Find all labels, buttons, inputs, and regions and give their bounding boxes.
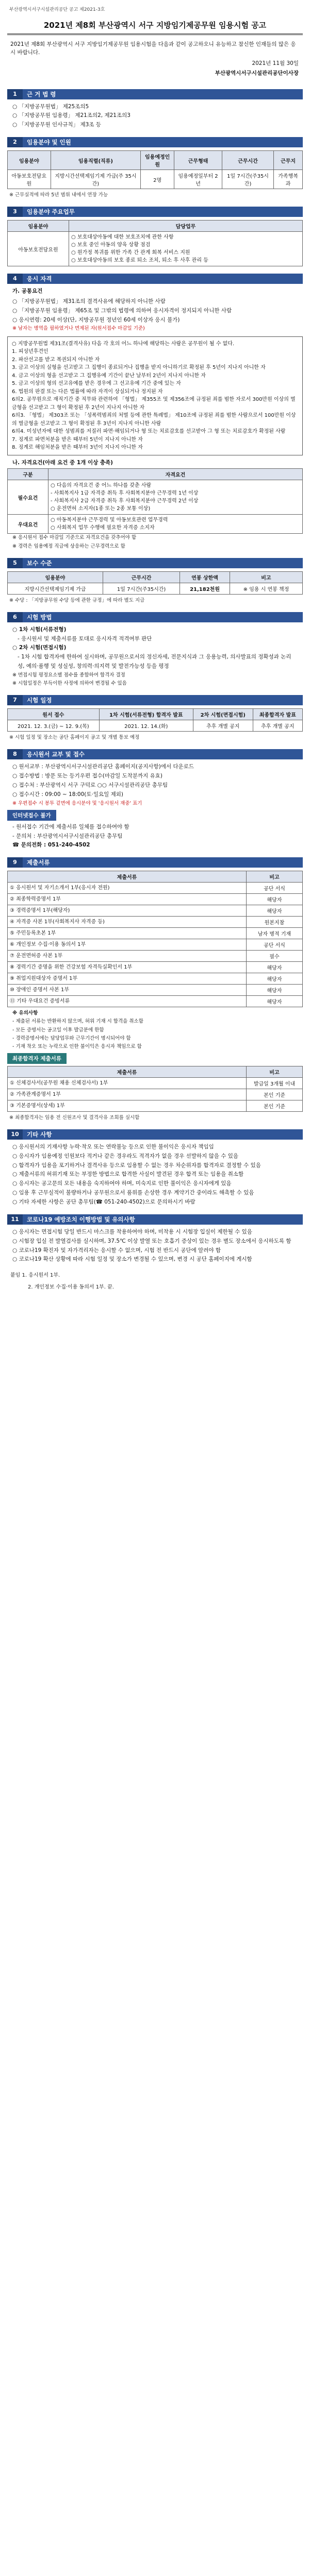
list-item: - 문의처 : 부산광역시서구시설관리공단 총무팀 xyxy=(12,833,123,839)
table-cell: 가족행복과 xyxy=(274,170,303,189)
section-number: 5 xyxy=(7,558,23,568)
list-item: ○ 「지방공무원 인사규칙」 제3조 등 xyxy=(12,122,101,128)
table-cell: ⑧ 경력기간 증명을 위한 건강보험 자격득실확인서 1부 xyxy=(8,962,247,973)
section-title: 시험 일정 xyxy=(23,695,303,705)
list-item: ○ 제출서류의 허위기재 또는 부정한 방법으로 합격한 사실이 발견된 경우 합격 또는 임용을 취소함 xyxy=(12,1171,244,1178)
duties-cell xyxy=(69,232,303,266)
table-header-row xyxy=(8,1066,303,1077)
table-row xyxy=(8,1100,303,1111)
column-header: 원서 접수 xyxy=(8,709,100,720)
box-line: 5. 금고 이상의 형의 선고유예를 받은 경우에 그 선고유예 기간 중에 있는 자 xyxy=(12,381,181,387)
table-cell: 해당자 xyxy=(247,905,303,917)
table-cell: 임용예정일부터 2년 xyxy=(174,170,222,189)
other-info xyxy=(7,1143,303,1207)
column-header: 임용분야 xyxy=(8,571,103,583)
table-cell: ② 가족관계증명서 1부 xyxy=(8,1089,247,1100)
box-line: 8. 징계로 해임처분을 받은 때부터 3년이 지나지 아니한 자 xyxy=(12,445,143,451)
table-cell: 원본지참 xyxy=(247,917,303,928)
table-header-row xyxy=(8,871,303,883)
schedule-table xyxy=(7,708,303,732)
table-header-row xyxy=(8,151,303,170)
box-line: 6. 법원의 판결 또는 다른 법률에 따라 자격이 상실되거나 정지된 자 xyxy=(12,388,163,395)
table-cell: ① 신체검사서(공무원 채용 신체검사서) 1부 xyxy=(8,1077,247,1089)
documents-notes xyxy=(7,1009,303,1051)
final-docs-tag: 최종합격자 제출서류 xyxy=(7,1053,67,1064)
table-cell: ○ 다음의 자격요건 중 어느 하나를 갖춘 사람 - 사회복지사 1급 자격증 취득 후 사회복지분야 근무경력 1년 이상 - 사회복지사 2급 자격증 취득 후 사회복지분야 근무경력 2년 이상 ○ 운전면허 소지자(1종 또는 2종 보통 이상) xyxy=(48,480,303,515)
box-line: 3. 금고 이상의 실형을 선고받고 그 집행이 종료되거나 집행을 받지 아니하기로 확정된 후 5년이 지나지 아니한 자 xyxy=(12,365,266,371)
table-cell: 2021. 12. 14.(화) xyxy=(99,720,193,732)
section-title: 보수 수준 xyxy=(23,558,303,568)
list-note: ※ 우편접수 시 봉투 겉면에 응시분야 및 '응시원서 재중' 표기 xyxy=(12,800,142,806)
table-header-row xyxy=(8,221,303,232)
list-note: ※ 시험일정은 부득이한 사정에 의하여 변경될 수 있음 xyxy=(12,681,127,687)
section-number: 1 xyxy=(7,89,23,99)
application-info xyxy=(7,762,303,808)
table-cell: ⑪ 기타 우대요건 증빙서류 xyxy=(8,996,247,1007)
final-documents-table xyxy=(7,1066,303,1112)
contact-phone: ☎ 문의전화 : 051-240-4502 xyxy=(12,842,90,849)
duties-table xyxy=(7,220,303,266)
list-item: ○ 합격자가 임용을 포기하거나 결격사유 등으로 임용할 수 없는 경우 차순위자를 합격자로 결정할 수 있음 xyxy=(12,1162,261,1168)
column-header: 제출서류 xyxy=(8,871,247,883)
list-item: ○ 접수처 : 부산광역시 서구 구덕로 ○○ 서구시설관리공단 총무팀 xyxy=(12,782,168,788)
list-item: ○ 응시자가 임용예정 인원보다 적거나 같은 경우라도 적격자가 없을 경우 선발하지 않을 수 있음 xyxy=(12,1153,238,1159)
table-cell: 필수 xyxy=(247,951,303,962)
table-cell: 해당자 xyxy=(247,962,303,973)
table-row xyxy=(8,720,303,732)
notes-title: ※ 유의사항 xyxy=(12,1010,38,1016)
section-title: 임용분야 주요업무 xyxy=(23,207,303,217)
qualification-section xyxy=(7,459,303,468)
column-header: 비고 xyxy=(230,571,302,583)
table-row xyxy=(8,985,303,996)
section-10-header xyxy=(7,1129,303,1140)
list-item: ○ 「지방공무원 임용령」 제65조 및 그밖의 법령에 의하여 응시자격이 정지되지 아니한 사람 xyxy=(12,307,232,314)
list-note: - 경력증명서에는 담당업무와 근무기간이 명시되어야 함 xyxy=(12,1035,131,1041)
list-item: ○ 임용 후 근무실적이 불량하거나 공무원으로서 품위를 손상한 경우 계약기간 중이라도 해촉할 수 있음 xyxy=(12,1190,254,1196)
attachment-line: 2. 개인정보 수집·이용 동의서 1부. 끝. xyxy=(28,1284,114,1291)
exam-stage-desc: - 1차 시험 합격자에 한하여 실시하며, 공무원으로서의 정신자세, 전문지식과 그 응용능력, 의사발표의 정확성과 논리성, 예의·품행 및 성실성, 창의력·의지력 및 발전가능성 등을 평정 xyxy=(18,654,291,670)
list-item: ○ 코로나19 확진자 및 자가격리자는 응시할 수 없으며, 시험 전 반드시 공단에 알려야 함 xyxy=(12,1247,221,1253)
section-number: 8 xyxy=(7,749,23,759)
table-cell: 아동보호전담요원 xyxy=(8,232,69,266)
table-row xyxy=(8,939,303,951)
table-cell: ⑥ 개인정보 수집·이용 동의서 1부 xyxy=(8,939,247,951)
table-cell: ③ 경력증명서 1부(해당자) xyxy=(8,905,247,917)
section-number: 4 xyxy=(7,274,23,284)
box-line: ○ 지방공무원법 제31조(결격사유) 다음 각 호의 어느 하나에 해당하는 사람은 공무원이 될 수 없다. xyxy=(12,341,235,347)
list-item: ○ 접수시간 : 09:00 ~ 18:00(토·일요일 제외) xyxy=(12,791,124,798)
exam-method xyxy=(7,625,303,688)
table-cell: ④ 자격증 사본 1부(사회복지사 자격증 등) xyxy=(8,917,247,928)
table-row xyxy=(8,917,303,928)
table-cell: ⑩ 장애인 증명서 사본 1부 xyxy=(8,985,247,996)
section-title: 임용분야 및 인원 xyxy=(23,137,303,147)
list-note: ※ 응시원서 접수 마감일 기준으로 자격요건을 갖추어야 함 xyxy=(12,535,137,541)
table-cell: 필수요건 xyxy=(8,480,48,515)
column-header: 근무지 xyxy=(274,151,303,170)
table-row xyxy=(8,480,303,515)
section-1-header xyxy=(7,89,303,99)
table-cell: 지방시간선택제임기제 가급(주 35시간) xyxy=(51,170,141,189)
application-extra xyxy=(7,823,303,851)
column-header: 연봉 상한액 xyxy=(180,571,230,583)
duty-item: ○ 보호 중인 아동의 양육 상황 점검 xyxy=(71,242,151,248)
column-header: 2차 시험(면접시험) xyxy=(193,709,253,720)
table-row xyxy=(8,883,303,894)
section-8-header xyxy=(7,749,303,759)
table-cell: ○ 아동복지분야 근무경력 및 아동보호관련 업무경력 ○ 사회복지 업무 수행에 필요한 자격증 소지자 xyxy=(48,515,303,534)
qualification-table xyxy=(7,468,303,534)
column-header: 제출서류 xyxy=(8,1066,247,1077)
column-header: 임용분야 xyxy=(8,221,69,232)
box-line: 6의3. 「형법」 제303조 또는 「성폭력범죄의 처벌 등에 관한 특례법」 제10조에 규정된 죄를 범한 사람으로서 100만원 이상의 벌금형을 선고받고 그 형이 확정된 후 3년이 지나지 아니한 사람 xyxy=(12,413,296,427)
legal-basis-list xyxy=(7,103,303,130)
table-row xyxy=(8,951,303,962)
column-header: 최종합격자 발표 xyxy=(253,709,302,720)
column-header: 구분 xyxy=(8,469,48,480)
attachment-line: 붙임 1. 응시원서 1부. xyxy=(10,1273,60,1279)
document-number: 부산광역시서구시설관리공단 공고 제2021-3호 xyxy=(9,7,105,12)
box-line: 6의4. 미성년자에 대한 성범죄를 저질러 파면·해임되거나 형 또는 치료감호를 선고받아 그 형 또는 치료감호가 확정된 사람 xyxy=(12,429,286,435)
duty-item: ○ 보호대상아동에 대한 보호조치에 관한 사항 xyxy=(71,234,174,241)
list-item: ○ 응시연령: 20세 이상(단, 지방공무원 정년인 60세 이상자 응시 불가) xyxy=(12,316,180,323)
section-title: 근 거 법 령 xyxy=(23,89,303,99)
eligibility-basic xyxy=(7,287,303,333)
column-header: 담당업무 xyxy=(69,221,303,232)
table-header-row xyxy=(8,469,303,480)
section-number: 10 xyxy=(7,1129,23,1140)
column-header: 근무시간 xyxy=(103,571,180,583)
section-6-header xyxy=(7,612,303,622)
table-row xyxy=(8,1077,303,1089)
issuer: 부산광역시서구시설관리공단이사장 xyxy=(215,70,299,76)
list-item: ○ 접수방법 : 방문 또는 등기우편 접수(마감일 도착분까지 유효) xyxy=(12,773,163,779)
list-item: ○ 「지방공무원 임용령」 제21조의2, 제21조의3 xyxy=(12,112,130,119)
table-row xyxy=(8,962,303,973)
list-item: ○ 코로나19 확산 상황에 따라 시험 일정 및 장소가 변경될 수 있으며, 변경 시 공단 홈페이지에 게시함 xyxy=(12,1256,252,1263)
subsection-title: 나. 자격요건(아래 요건 중 1개 이상 충족) xyxy=(12,459,113,466)
list-note: ※ 남자는 병역을 필하였거나 면제된 자(원서접수 마감일 기준) xyxy=(12,326,145,332)
box-line: 2. 파산선고를 받고 복권되지 아니한 자 xyxy=(12,357,100,363)
section-number: 3 xyxy=(7,207,23,217)
table-row xyxy=(8,170,303,189)
list-item: ○ 응시원서의 기재사항 누락·착오 또는 연락불능 등으로 인한 불이익은 응시자 책임임 xyxy=(12,1143,214,1150)
salary-table xyxy=(7,571,303,595)
positions-table xyxy=(7,150,303,189)
column-header: 근무형태 xyxy=(174,151,222,170)
disqualification-box xyxy=(7,336,303,455)
table-row xyxy=(8,583,303,594)
table-header-row xyxy=(8,571,303,583)
table-note: ※ 근무실적에 따라 5년 범위 내에서 연장 가능 xyxy=(9,192,108,198)
exam-stage-title: ○ 2차 시험(면접시험) xyxy=(12,645,67,651)
table-cell: ⑦ 운전면허증 사본 1부 xyxy=(8,951,247,962)
table-cell: 공단 서식 xyxy=(247,939,303,951)
subsection-title: 가. 공통요건 xyxy=(12,288,43,295)
column-header: 임용직렬(직류) xyxy=(51,151,141,170)
column-header: 1차 시험(서류전형) 합격자 발표 xyxy=(99,709,193,720)
section-2-header xyxy=(7,137,303,147)
table-cell: 본인 기준 xyxy=(247,1089,303,1100)
table-cell: ※ 임용 시 연봉 책정 xyxy=(230,583,302,594)
table-row xyxy=(8,894,303,905)
section-title: 코로나19 예방조치 이행방법 및 유의사항 xyxy=(23,1214,303,1225)
section-7-header xyxy=(7,695,303,705)
table-row xyxy=(8,996,303,1007)
table-cell: 해당자 xyxy=(247,985,303,996)
table-cell: ⑨ 취업지원대상자 증명서 1부 xyxy=(8,973,247,985)
box-line: 7. 징계로 파면처분을 받은 때부터 5년이 지나지 아니한 자 xyxy=(12,436,143,443)
table-cell: ⑤ 주민등록초본 1부 xyxy=(8,928,247,939)
section-11-header xyxy=(7,1214,303,1225)
notice-tag: 인터넷접수 불가 xyxy=(7,810,56,821)
section-number: 9 xyxy=(7,857,23,868)
covid-info xyxy=(7,1228,303,1264)
table-row xyxy=(8,973,303,985)
column-header: 임용분야 xyxy=(8,151,51,170)
list-item: ○ 「지방공무원법」 제31조의 결격사유에 해당하지 아니한 사람 xyxy=(12,298,166,304)
table-row xyxy=(8,928,303,939)
section-3-header xyxy=(7,207,303,217)
table-note: ※ 시험 일정 및 장소는 공단 홈페이지 공고 및 개별 통보 예정 xyxy=(9,735,140,741)
table-cell: ③ 기본증명서(상세) 1부 xyxy=(8,1100,247,1111)
section-number: 7 xyxy=(7,695,23,705)
table-cell: 공단 서식 xyxy=(247,883,303,894)
box-line: 4. 금고 이상의 형을 선고받고 그 집행유예 기간이 끝난 날부터 2년이 지나지 아니한 자 xyxy=(12,372,206,379)
table-cell: 해당자 xyxy=(247,894,303,905)
column-header: 비고 xyxy=(247,1066,303,1077)
column-header: 자격요건 xyxy=(48,469,303,480)
notice-page xyxy=(7,0,303,1296)
section-title: 응시 자격 xyxy=(23,274,303,284)
section-number: 6 xyxy=(7,612,23,622)
page-title: 2021년 제8회 부산광역시 서구 지방임기제공무원 임용시험 공고 xyxy=(7,14,303,35)
section-title: 시험 방법 xyxy=(23,612,303,622)
box-line: 1. 피성년후견인 xyxy=(12,349,48,355)
duty-item: ○ 원가정 복귀를 위한 가족 간 관계 회복 서비스 지원 xyxy=(71,250,190,256)
section-4-header xyxy=(7,274,303,284)
section-title: 응시원서 교부 및 접수 xyxy=(23,749,303,759)
section-number: 2 xyxy=(7,137,23,147)
section-9-header xyxy=(7,857,303,868)
table-header-row xyxy=(8,709,303,720)
section-number: 11 xyxy=(7,1214,23,1225)
intro-paragraph: 2021년 제8회 부산광역시 서구 지방임기제공무원 임용시험을 다음과 같이 공고하오니 유능하고 참신한 인재들의 많은 응시 바랍니다. xyxy=(10,41,296,56)
table-cell: ① 응시원서 및 자기소개서 1부(응시자 전원) xyxy=(8,883,247,894)
table-cell: 2021. 12. 3.(금) ~ 12. 9.(목) xyxy=(8,720,100,732)
section-5-header xyxy=(7,558,303,568)
notice-date: 2021년 11월 30일 xyxy=(252,60,299,66)
list-item: ○ 응시자는 면접시험 당일 반드시 마스크를 착용하여야 하며, 미착용 시 시험장 입실이 제한될 수 있음 xyxy=(12,1228,252,1235)
table-cell: 지방시간선택제임기제 가급 xyxy=(8,583,103,594)
table-cell: 남자 병적 기재 xyxy=(247,928,303,939)
list-note: ※ 면접시험 평정요소별 점수를 종합하여 합격자 결정 xyxy=(12,672,125,678)
table-cell: 발급일 3개월 이내 xyxy=(247,1077,303,1089)
column-header: 임용예정인원 xyxy=(141,151,174,170)
section-title: 제출서류 xyxy=(23,857,303,868)
exam-stage-title: ○ 1차 시험(서류전형) xyxy=(12,626,67,633)
table-cell: 아동보호전담요원 xyxy=(8,170,51,189)
duty-item: ○ 보호대상아동의 보호 종료 퇴소 조치, 퇴소 후 사후 관리 등 xyxy=(71,258,208,264)
table-cell: ② 최종학력증명서 1부 xyxy=(8,894,247,905)
list-item: ○ 시험장 입실 전 발열검사를 실시하며, 37.5℃ 이상 발열 또는 호흡기 증상이 있는 경우 별도 장소에서 응시하도록 함 xyxy=(12,1238,291,1244)
documents-table xyxy=(7,871,303,1007)
section-title: 기타 사항 xyxy=(23,1129,303,1140)
list-item: ○ 「지방공무원법」 제25조의5 xyxy=(12,103,89,110)
column-header: 근무시간 xyxy=(222,151,273,170)
exam-stage-desc: - 응시원서 및 제출서류를 토대로 응시자격 적격여부 판단 xyxy=(18,635,152,642)
list-note: - 제출된 서류는 반환하지 않으며, 허위 기재 시 합격을 취소함 xyxy=(12,1019,143,1025)
list-item: ○ 기타 자세한 사항은 공단 총무팀(☎ 051-240-4502)으로 문의하시기 바람 xyxy=(12,1199,195,1206)
list-item: ○ 응시자는 공고문의 모든 내용을 숙지하여야 하며, 미숙지로 인한 불이익은 응시자에게 있음 xyxy=(12,1180,232,1187)
table-cell: 추후 개별 공지 xyxy=(253,720,302,732)
table-row xyxy=(8,232,303,266)
table-note: ※ 수당 : 「지방공무원 수당 등에 관한 규정」에 따라 별도 지급 xyxy=(9,597,145,603)
list-note: ※ 경력은 임용예정 직급에 상응하는 근무경력으로 함 xyxy=(12,543,125,549)
table-note: ※ 최종합격자는 임용 전 신원조사 및 결격사유 조회를 실시함 xyxy=(9,1114,140,1121)
list-note: - 모든 증명서는 공고일 이후 발급분에 한함 xyxy=(12,1027,104,1033)
box-line: 6의2. 공무원으로 재직기간 중 직무와 관련하여 「형법」 제355조 및 제356조에 규정된 죄를 범한 자로서 300만원 이상의 벌금형을 선고받고 그 형이 확정된 후 2년이 지나지 아니한 자 xyxy=(12,397,296,411)
table-cell: 해당자 xyxy=(247,996,303,1007)
column-header: 비고 xyxy=(247,871,303,883)
table-cell: 해당자 xyxy=(247,973,303,985)
list-item: - 원서접수 기간에 제출서류 일체를 접수하여야 함 xyxy=(12,823,129,830)
table-row xyxy=(8,1089,303,1100)
list-item: ○ 원서교부 : 부산광역시서구시설관리공단 홈페이지(공지사항)에서 다운로드 xyxy=(12,764,194,770)
table-row xyxy=(8,515,303,534)
list-note: - 기재 착오 또는 누락으로 인한 불이익은 응시자 책임으로 함 xyxy=(12,1043,142,1049)
table-cell: 추후 개별 공지 xyxy=(193,720,253,732)
table-row xyxy=(8,905,303,917)
table-cell: 1일 7시간(주35시간) xyxy=(222,170,273,189)
table-cell: 2명 xyxy=(141,170,174,189)
table-cell: 21,182천원 xyxy=(180,583,230,594)
table-cell: 우대요건 xyxy=(8,515,48,534)
table-cell: 본인 기준 xyxy=(247,1100,303,1111)
table-cell: 1일 7시간(주35시간) xyxy=(103,583,180,594)
qualification-notes xyxy=(7,534,303,550)
